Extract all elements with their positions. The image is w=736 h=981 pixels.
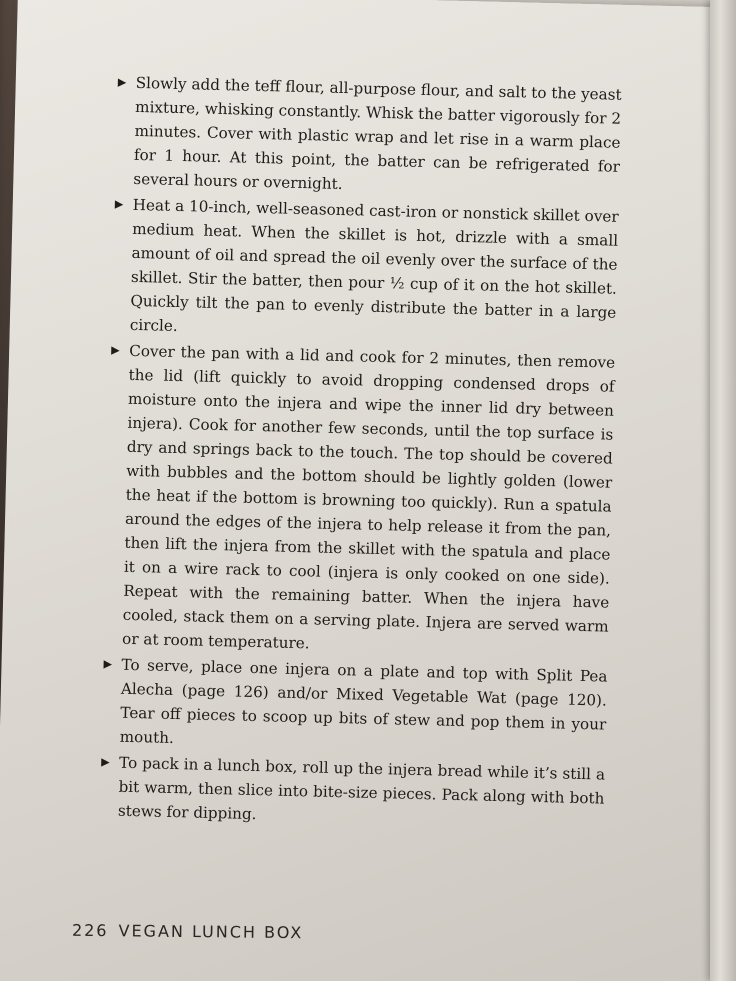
- bullet-arrow-icon: ▶: [101, 755, 110, 769]
- step-text: Heat a 10-inch, well-seasoned cast-iron or nonstick skillet over medium heat. When the skillet is hot, drizzle with a small amount of oil and spread the oil evenly over the surface of the skillet. Stir the batter, then pour ½ cup of it on the hot skillet. Quickly tilt the pan to evenly distribute the batter in a large circle.: [129, 195, 619, 335]
- book-title: VEGAN LUNCH BOX: [118, 921, 304, 943]
- recipe-step-2: [112, 192, 619, 348]
- bullet-arrow-icon: ▶: [103, 657, 113, 671]
- page-stack-edge: [710, 0, 736, 981]
- step-text: To pack in a lunch box, roll up the injera bread while it’s still a bit warm, then slice into bite-size pieces. Pack along with both stews for dipping.: [117, 753, 606, 824]
- bullet-arrow-icon: ▶: [114, 197, 124, 211]
- page-footer: [72, 921, 303, 942]
- recipe-step-3: [104, 338, 615, 662]
- recipe-steps: [100, 70, 622, 836]
- recipe-step-5: [100, 750, 606, 834]
- step-text: Cover the pan with a lid and cook for 2 minutes, then remove the lid (lift quickly to avoid dropping condensed drops of moisture onto the injera and wipe the inner lid dry between injera). Cook for another few seconds, until the top surface is dry and springs back to the touch. The top should be covered with bubbles and the bottom should be lightly golden (lower the heat if the bottom is browning too quickly). Run a spatula around the edges of the injera to help release it from the pan, then lift the injera from the skillet with the spatula and place it on a wire rack to cool (injera is only cooked on one side). Repeat with the remaining batter. When the injera have cooled, stack them on a serving plate. Injera are served warm or at room temperature.: [121, 341, 616, 653]
- step-text: Slowly add the teff flour, all-purpose flour, and salt to the yeast mixture, whisking constantly. Whisk the batter vigorously for 2 minutes. Cover with plastic wrap and let rise in a warm place for 1 hour. At this point, the batter can be refrigerated for several hours or overnight.: [133, 73, 622, 193]
- page-number: 226: [71, 920, 109, 941]
- bullet-arrow-icon: ▶: [111, 343, 120, 357]
- recipe-step-4: [101, 652, 607, 760]
- step-text: To serve, place one injera on a plate and top with Split Pea Alecha (page 126) and/or Mixed Vegetable Wat (page 120). Tear off pieces to scoop up bits of stew and pop them in your mouth.: [119, 655, 608, 748]
- bullet-arrow-icon: ▶: [117, 75, 127, 89]
- recipe-step-1: [115, 70, 622, 202]
